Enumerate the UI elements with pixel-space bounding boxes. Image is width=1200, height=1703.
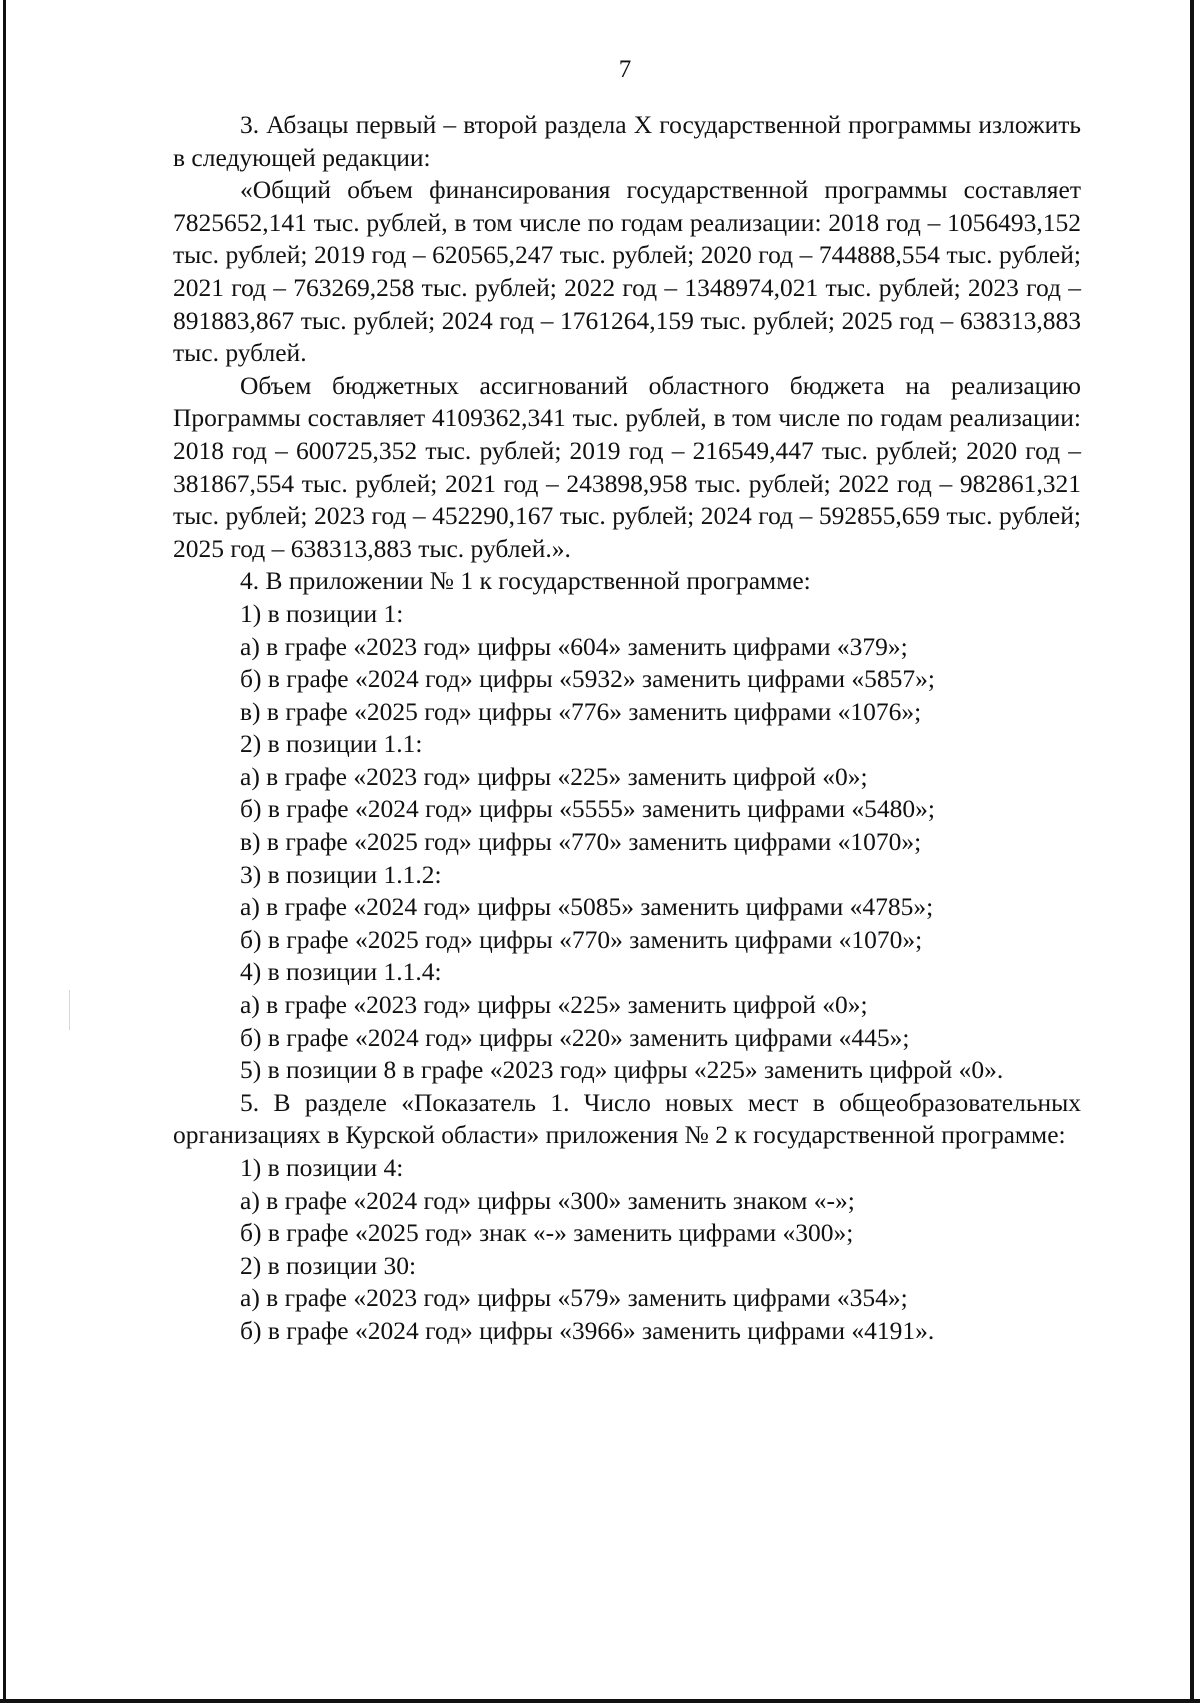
list-item-position-30: 2) в позиции 30:: [240, 1250, 417, 1280]
list-item-position-1-c: в) в графе «2025 год» цифры «776» заменить цифрами «1076»;: [240, 696, 922, 726]
paragraph-regional-budget: Объем бюджетных ассигнований областного бюджета на реализацию Программы составляет 4109362,341 тыс. рублей, в том числе по годам реализации: 2018 год – 600725,352 тыс. рублей; 2019 год – 216549,447 тыс. рублей; 2020 год – 381867,554 тыс. рублей; 2021 год – 243898,958 тыс. рублей; 2022 год – 982861,321 тыс. рублей; 2023 год – 452290,167 тыс. рублей; 2024 год – 592855,659 тыс. рублей; 2025 год – 638313,883 тыс. рублей.».: [173, 370, 1081, 563]
list-item-position-8: 5) в позиции 8 в графе «2023 год» цифры «225» заменить цифрой «0».: [240, 1055, 1004, 1085]
scan-margin-mark: [69, 990, 70, 1030]
list-item-position-1-1-2: 3) в позиции 1.1.2:: [240, 859, 442, 889]
list-item-position-1-1-4: 4) в позиции 1.1.4:: [240, 957, 442, 987]
list-item-position-1-b: б) в графе «2024 год» цифры «5932» заменить цифрами «5857»;: [240, 664, 935, 694]
list-item-position-4: 1) в позиции 4:: [240, 1153, 404, 1182]
document-body: [173, 109, 1081, 1348]
list-item-position-1-1-2-b: б) в графе «2025 год» цифры «770» заменить цифрами «1070»;: [240, 924, 923, 954]
paragraph-section-4-intro: 4. В приложении № 1 к государственной программе:: [240, 566, 811, 596]
list-item-position-30-a: а) в графе «2023 год» цифры «579» заменить цифрами «354»;: [240, 1283, 908, 1313]
list-item-position-1-1-a: а) в графе «2023 год» цифры «225» заменить цифрой «0»;: [240, 761, 868, 791]
list-item-position-1-1-2-a: а) в графе «2024 год» цифры «5085» заменить цифрами «4785»;: [240, 892, 934, 922]
list-item-position-4-a: а) в графе «2024 год» цифры «300» заменить знаком «-»;: [240, 1185, 855, 1215]
list-item-position-1: 1) в позиции 1:: [240, 598, 404, 628]
paragraph-section-3-intro: 3. Абзацы первый – второй раздела X государственной программы изложить в следующей редакции:: [173, 110, 1081, 172]
list-item-position-1-1-c: в) в графе «2025 год» цифры «770» заменить цифрами «1070»;: [240, 827, 922, 857]
list-item-position-1-1: 2) в позиции 1.1:: [240, 729, 423, 759]
page-frame-bottom-edge: [0, 1699, 1200, 1703]
list-item-position-1-1-4-a: а) в графе «2023 год» цифры «225» заменить цифрой «0»;: [240, 990, 868, 1020]
list-item-position-1-1-b: б) в графе «2024 год» цифры «5555» заменить цифрами «5480»;: [240, 794, 935, 824]
paragraph-total-funding: «Общий объем финансирования государственной программы составляет 7825652,141 тыс. рублей, в том числе по годам реализации: 2018 год – 1056493,152 тыс. рублей; 2019 год – 620565,247 тыс. рублей; 2020 год – 744888,554 тыс. рублей; 2021 год – 763269,258 тыс. рублей; 2022 год – 1348974,021 тыс. рублей; 2023 год – 891883,867 тыс. рублей; 2024 год – 1761264,159 тыс. рублей; 2025 год – 638313,883 тыс. рублей.: [173, 175, 1081, 368]
page-number: 7: [618, 56, 632, 83]
list-item-position-4-b: б) в графе «2025 год» знак «-» заменить цифрами «300»;: [240, 1218, 854, 1248]
list-item-position-1-1-4-b: б) в графе «2024 год» цифры «220» заменить цифрами «445»;: [240, 1022, 910, 1052]
page-frame-left-edge: [3, 0, 6, 1703]
page-frame-right-edge: [1190, 0, 1194, 1703]
list-item-position-30-b: б) в графе «2024 год» цифры «3966» заменить цифрами «4191».: [240, 1315, 935, 1345]
list-item-position-1-a: а) в графе «2023 год» цифры «604» заменить цифрами «379»;: [240, 631, 908, 661]
paragraph-section-5-intro: 5. В разделе «Показатель 1. Число новых мест в общеобразовательных организациях в Курской области» приложения № 2 к государственной программе:: [173, 1087, 1081, 1150]
